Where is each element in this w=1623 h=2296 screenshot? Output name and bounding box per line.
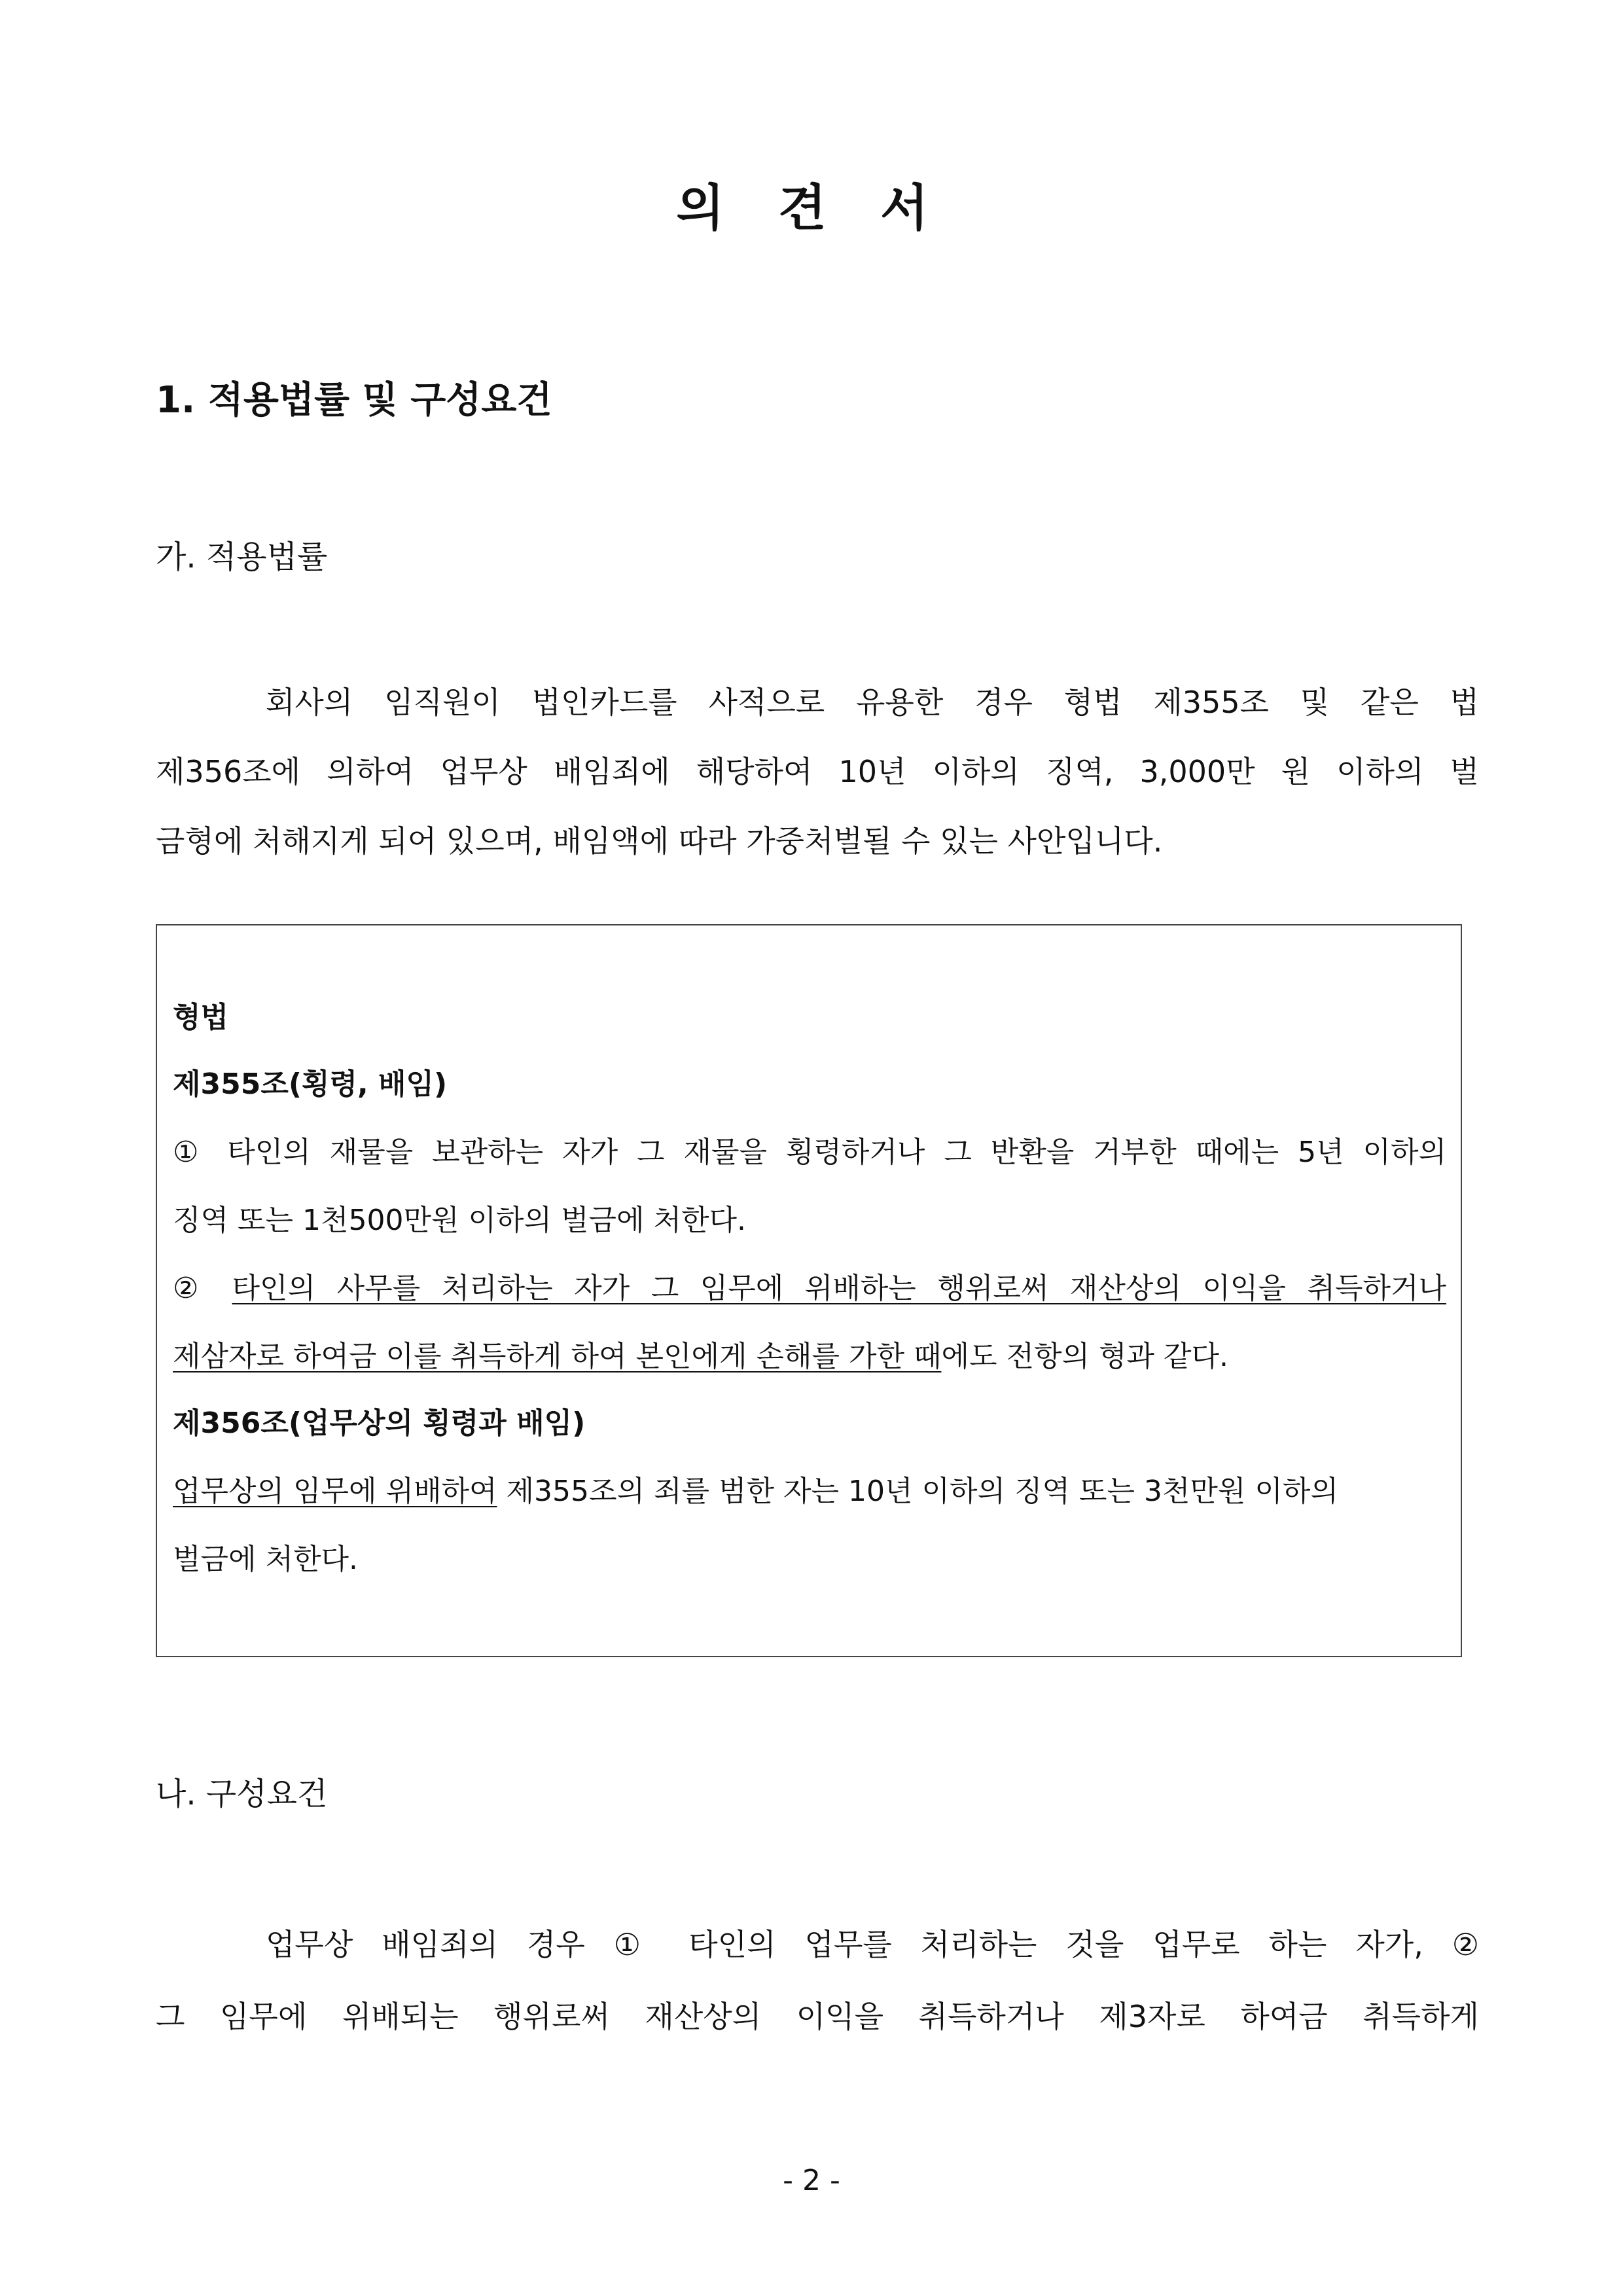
paragraph-line: 그 임무에 위배되는 행위로써 재산상의 이익을 취득하거나 제3자로 하여금 취득하게 bbox=[156, 1999, 1479, 2034]
underlined-text: 제삼자로 하여금 이를 취득하게 하여 본인에게 손해를 가한 때 bbox=[173, 1340, 942, 1373]
article-356-line: 벌금에 처한다. bbox=[173, 1543, 358, 1576]
page-number: - 2 - bbox=[783, 2164, 840, 2197]
article-355-clause-2-line bbox=[173, 1267, 1446, 1310]
underlined-text: 타인의 사무를 처리하는 자가 그 임무에 위배하는 행위로써 재산상의 이익을 취득하거나 bbox=[232, 1272, 1446, 1305]
statute-text-box bbox=[156, 924, 1462, 1657]
clause-2-number: ② bbox=[173, 1272, 232, 1305]
document-title: 의 견 서 bbox=[676, 179, 947, 237]
law-name: 형법 bbox=[173, 1001, 229, 1034]
article-355-title: 제355조(횡령, 배임) bbox=[173, 1067, 448, 1101]
article-355-clause-2-line bbox=[173, 1335, 1228, 1378]
underlined-text: 업무상의 임무에 위배하여 bbox=[173, 1475, 497, 1508]
article-356-line bbox=[173, 1470, 1338, 1513]
article-356-title: 제356조(업무상의 횡령과 배임) bbox=[173, 1407, 586, 1440]
paragraph-line: 금형에 처해지게 되어 있으며, 배임액에 따라 가중처벌될 수 있는 사안입니다. bbox=[156, 823, 1163, 859]
plain-text: 에도 전항의 형과 같다. bbox=[941, 1340, 1228, 1373]
plain-text: 제355조의 죄를 범한 자는 10년 이하의 징역 또는 3천만원 이하의 bbox=[497, 1475, 1338, 1508]
article-355-clause-1-line: 징역 또는 1천500만원 이하의 벌금에 처한다. bbox=[173, 1204, 746, 1237]
paragraph-line: 제356조에 의하여 업무상 배임죄에 해당하여 10년 이하의 징역, 3,000만 원 이하의 벌 bbox=[156, 754, 1479, 789]
section-heading-applicable-law-and-elements: 1. 적용법률 및 구성요건 bbox=[156, 379, 552, 422]
article-355-clause-1-line: ① 타인의 재물을 보관하는 자가 그 재물을 횡령하거나 그 반환을 거부한 때에는 5년 이하의 bbox=[173, 1136, 1446, 1169]
subsection-heading-constituent-elements: 나. 구성요건 bbox=[156, 1776, 328, 1812]
paragraph-line: 업무상 배임죄의 경우 ① 타인의 업무를 처리하는 것을 업무로 하는 자가, ② bbox=[266, 1927, 1479, 1962]
subsection-heading-applicable-law: 가. 적용법률 bbox=[156, 539, 328, 575]
paragraph-line: 회사의 임직원이 법인카드를 사적으로 유용한 경우 형법 제355조 및 같은 법 bbox=[266, 685, 1479, 720]
